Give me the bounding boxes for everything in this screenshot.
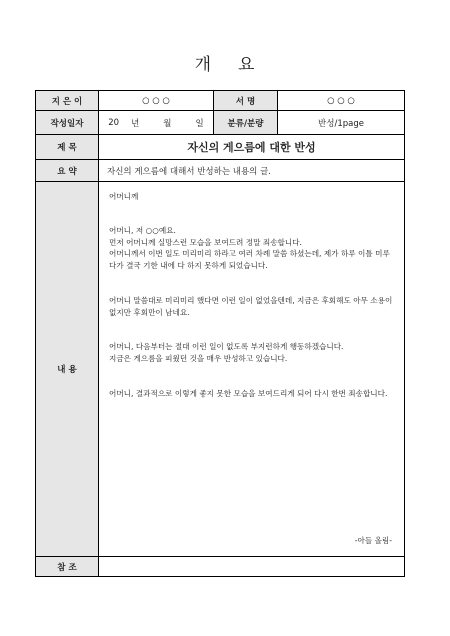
letter-greeting: 어머니께 [109,192,139,201]
letter-paragraph: 어머니, 다음부터는 절대 이런 일이 없도록 부지런하게 행동하겠습니다. 지금은 게으름을 피웠던 것을 매우 반성하고 있습니다. [109,342,344,364]
row-body [36,182,404,557]
row-subject [36,135,404,160]
subject-label: 제 목 [36,135,98,159]
date-value [98,111,213,134]
sign-value: ○ ○ ○ [277,91,404,110]
category-label: 분류/분량 [213,111,277,134]
summary-label: 요 약 [36,160,98,181]
letter-paragraph: 어머니, 저 ○○예요. 먼저 어머니께 실망스런 모습을 보여드려 정말 죄송합니다. 어머니께서 이번 일도 미리미리 하라고 여러 차례 말씀 하셨는데, 제가 하루 이틀 미루다가 결국 기한 내에 다 하지 못하게 되었습니다. [109,225,390,271]
summary-value: 자신의 게으름에 대해서 반성하는 내용의 글. [98,160,404,181]
date-month-unit: 월 [163,118,172,129]
reference-label: 참 조 [36,557,98,576]
date-year: 20 [108,117,120,128]
row-reference [36,557,404,576]
reference-value [98,557,404,576]
letter-paragraph: 어머니 말씀대로 미리미리 했다면 이런 일이 없었을텐데, 지금은 후회해도 아무 소용이 없지만 후회만이 남네요. [109,295,395,317]
title-left: 개 [194,55,212,75]
date-year-unit: 년 [131,118,140,129]
date-label: 작성일자 [36,111,98,134]
sign-label: 서 명 [213,91,277,110]
body-cell [98,182,404,556]
letter-content [99,182,404,556]
letter-paragraph: 어머니, 결과적으로 이렇게 좋지 못한 모습을 보여드리게 되어 다시 한번 죄송합니다. [109,388,388,398]
author-value: ○ ○ ○ [98,91,213,110]
row-author [36,91,404,111]
subject-value: 자신의 게으름에 대한 반성 [98,135,404,159]
author-label: 지 은 이 [36,91,98,110]
body-label: 내 용 [36,182,98,556]
page-title [0,50,450,75]
title-right: 요 [238,55,256,75]
category-value: 반성/1page [277,111,404,134]
overview-table [35,90,405,577]
row-summary [36,160,404,182]
date-day-unit: 일 [195,118,204,129]
row-date [36,111,404,135]
letter-signature: -아들 올림- [354,536,392,545]
